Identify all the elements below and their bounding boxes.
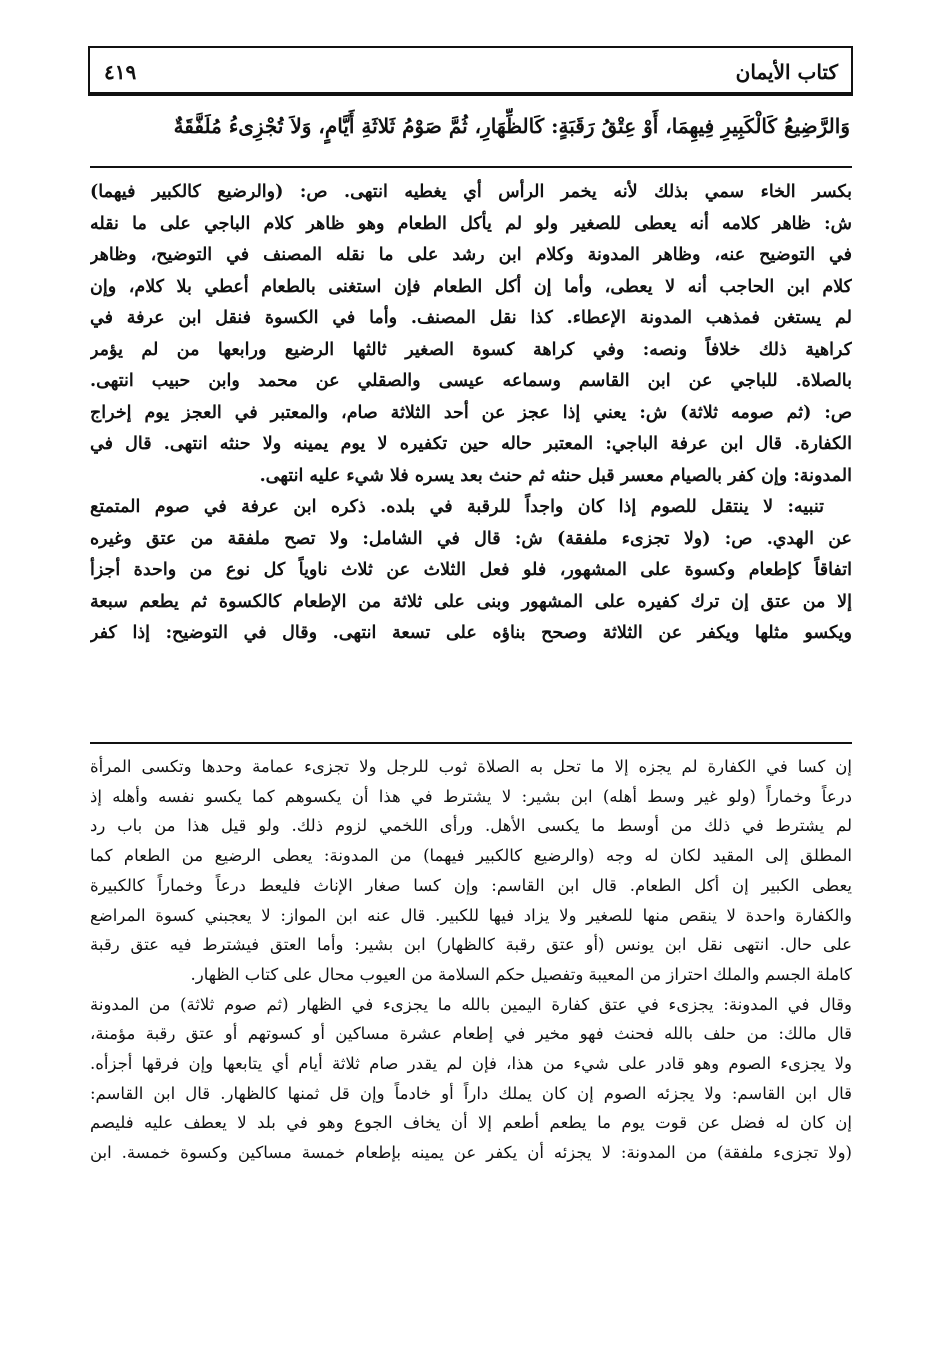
commentary-line: في التوضيح عنه، وظاهر المدونة وكلام ابن رشد على ما نقله المصنف في التوضيح، وظاهر [90,245,852,265]
footnote-line: المطلق إلى المقيد لكان له وجه (والرضيع كالكبير فيهما) من المدونة: يعطى الرضيع من الطعام كما [90,846,852,866]
footnote-line: إن كان له فضل عن قوت يوم ما يطعم أطعم إلا أن يخاف الجوع وهو في بلد لا يعطف عليه فليصم [90,1113,852,1133]
commentary-line: الكفارة. قال ابن عرفة الباجي: المعتبر حاله حين تكفيره لا يوم يمينه ولا حنثه انتهى. قال في [90,434,852,454]
footnote-line: والكفارة واحدة لا ينقص منها للصغير ولا يزاد فيها للكبير. قال عنه ابن المواز: لا يعجبني كسوة المراضع [90,905,852,925]
footnotes-body [90,752,852,1312]
footnote-line: ولا يجزىء الصوم وهو قادر على شيء من هذا، فإن لم يقدر صام ثلاثة أيام أي يتابعها وإن فرقها أجزأه. [90,1054,852,1074]
header-rule [90,92,852,94]
commentary-line: كراهية ذلك خلافاً ونصه: وفي كراهة كسوة الصغير ثالثها الرضيع ورابعها من لم يؤمر [90,339,852,360]
commentary-line: اتفاقاً كإطعام وكسوة على المشهور، فلو فعل الثلاث عن ثلاث ناوياً كل نوع من واحدة أجزأ [90,560,852,580]
matn-text: وَالرَّضِيعُ كَالْكَبِيرِ فِيهِمَا، أَوْ عِتْقُ رَقَبَةٍ: كَالظِّهَارِ، ثُمَّ صَوْمُ ثَلاثَةِ أَيَّامٍ، وَلاَ تُجْزِىءُ مُلَفَّقَةٌ [173,114,850,138]
footnote-line: لم يشترط في ذلك من أوسط ما يكسى الأهل. ورأى اللخمي لزوم ذلك. ولو قيل هذا من باب رد [90,816,852,836]
footnote-line: يعطى الكبير إن أكل الطعام. قال ابن القاسم: وإن كسا صغار الإناث فليعط درعاً وخماراً كالكبيرة [90,875,852,895]
running-title: كتاب الأيمان [735,60,838,84]
commentary-line: لم يستغن فمذهب المدونة الإعطاء. كذا نقل المصنف. وأما في الكسوة فنقل ابن عرفة في [90,308,852,328]
footnote-line: كاملة الجسم والملك احتراز من المعيبة وتفصيل حكم السلامة من العيوب محال على كتاب الظهار. [190,964,852,984]
footnote-line: (ولا تجزىء ملفقة) من المدونة: لا يجزئه أن يكفر عن يمينه بإطعام خمسة مساكين وكسوة خمسة. ابن [90,1143,852,1163]
commentary-line: ويكسو مثلها ويكفر عن الثلاثة وصحح بناؤه على تسعة انتهى. وقال في التوضيح: إذا كفر [90,623,852,643]
commentary-line: تنبيه: لا ينتقل للصوم إذا كان واجداً للرقبة في بلده. ذكره ابن عرفة في صوم المتمتع [90,497,824,517]
commentary-body [90,177,852,737]
footnote-line: وقال في المدونة: يجزىء في عتق كفارة اليمين بالله ما يجزىء في الظهار (ثم صوم ثلاثة) من المدونة [90,994,852,1014]
footnote-line: على حال. انتهى نقل ابن يونس (أو عتق رقبة كالظهار) ابن بشير: وأما العتق فيشترط فيه عتق رقبة [90,935,852,955]
footnote-line: قال ابن القاسم: ولا يجزئه الصوم إن كان يملك داراً أو خادماً وإن قل ثمنها كالظهار. قال ابن القاسم: [90,1083,852,1103]
commentary-line: بكسر الخاء سمي بذلك لأنه يخمر الرأس أي يغطيه انتهى. ص: (والرضيع كالكبير فيهما) [90,182,852,202]
footnote-divider [90,742,852,744]
footnote-line: إن كسا في الكفارة لم يجزه إلا ما تحل به الصلاة ثوب للرجل ولا تجزىء عمامة وحدها وتكسى المرأة [90,757,852,776]
page-number: ٤١٩ [104,60,137,84]
commentary-line: كلام ابن الحاجب أنه لا يعطى، وأما إن أكل الطعام فإن استغنى بالطعام أعطي بلا كلام، وإن [90,276,852,297]
commentary-line: بالصلاة. للباجي عن ابن القاسم وسماعه عيسى والصقلي عن محمد وابن حبيب انتهى. [90,371,852,391]
footnote-line: درعاً وخماراً (ولو غير وسط أهله) ابن بشير: لا يشترط في هذا أن يكسوهم كما يكسو نفسه وأهله إذ [90,786,852,806]
commentary-line: عن الهدي. ص: (ولا تجزىء ملفقة) ش: قال في الشامل: ولا تصح ملفقة من عتق وغيره [90,528,852,549]
commentary-line: ص: (ثم صومه ثلاثة) ش: يعني إذا عجز عن أحد الثلاثة صام، والمعتبر في العجز يوم إخراج [90,402,852,423]
matn-divider [90,166,852,168]
commentary-line: ش: ظاهر كلامه أنه يعطى للصغير ولو لم يأكل الطعام وهو ظاهر كلام الباجي على ما نقله [90,213,852,234]
footnote-line: قال مالك: من حلف بالله فحنث فهو مخير في إطعام عشرة مساكين أو كسوتهم أو عتق رقبة مؤمنة، [90,1024,852,1044]
commentary-line: إلا من عتق إن ترك كفيره على المشهور وبنى على ثلاثة من الإطعام كالكسوة ثم يطعم سبعة [90,591,852,612]
commentary-line: المدونة: وإن كفر بالصيام معسر قبل حنثه ثم حنث بعد يسره فلا شيء عليه انتهى. [259,465,852,486]
